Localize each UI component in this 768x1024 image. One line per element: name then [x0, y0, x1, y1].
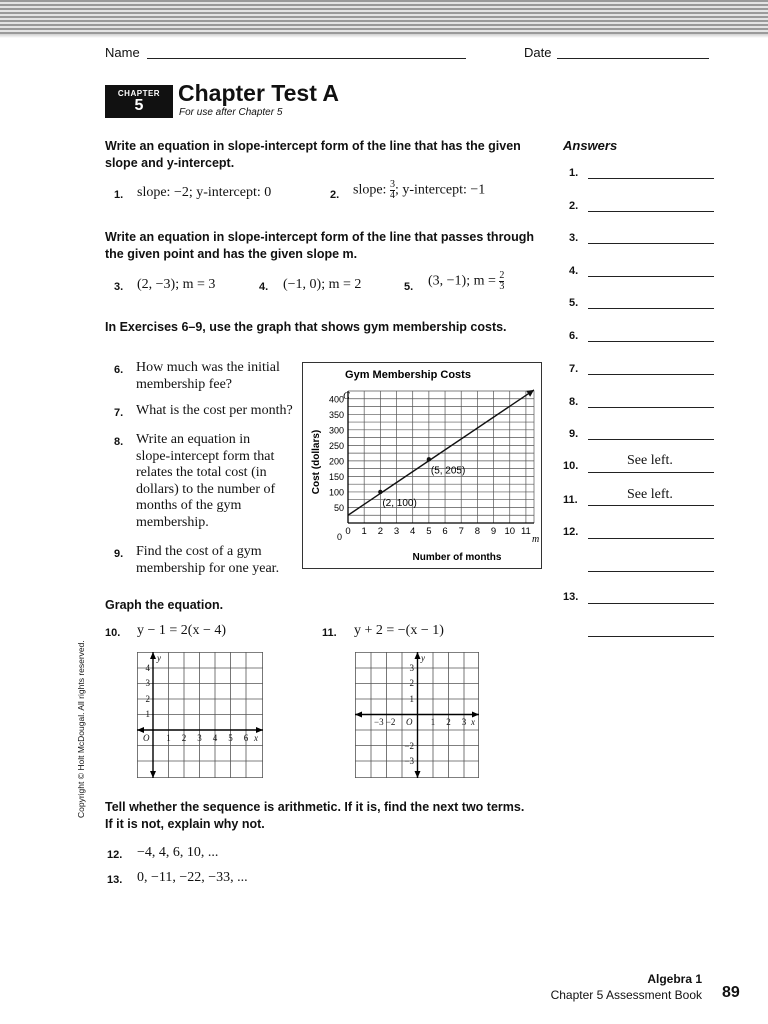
answer-9-line[interactable] — [588, 438, 714, 440]
fraction-denominator: 3 — [499, 281, 505, 292]
x-tick-label: 6 — [243, 733, 249, 743]
x-axis-label: Number of months — [412, 552, 502, 563]
chapter-label: CHAPTER — [117, 89, 161, 98]
answer-9-number: 9. — [569, 428, 579, 440]
item-10-number: 10. — [105, 627, 121, 639]
item-2-suffix: ; y-intercept: −1 — [394, 182, 486, 198]
graph-grid-10[interactable] — [137, 652, 263, 778]
chapter-number: 5 — [134, 97, 144, 114]
item-3-number: 3. — [114, 281, 124, 293]
answer-12-line[interactable] — [588, 537, 714, 539]
fraction-numerator: 2 — [499, 270, 505, 281]
x-tick-label: 2 — [377, 526, 383, 537]
question-line: membership fee? — [136, 376, 233, 392]
y-tick-label: 150 — [328, 471, 344, 482]
answer-8-number: 8. — [569, 396, 579, 408]
x-tick-label: 2 — [446, 717, 451, 727]
arrow-up-icon — [415, 652, 421, 659]
page-title: Chapter Test A — [178, 80, 340, 106]
section4-instruction: Graph the equation. — [105, 598, 224, 612]
item-2-prefix: slope: — [353, 182, 390, 198]
section3-instruction: In Exercises 6–9, use the graph that shows gym membership costs. — [105, 320, 507, 334]
y-tick-label: −3 — [404, 756, 414, 766]
x-tick-label: 5 — [426, 526, 432, 537]
name-label: Name — [105, 45, 140, 60]
y-tick-label: 200 — [328, 456, 344, 467]
answer-11-value: See left. — [627, 487, 673, 502]
y-tick-label: 300 — [328, 425, 344, 436]
question-line: slope-intercept form that — [136, 448, 275, 464]
answer-11-line[interactable] — [588, 504, 714, 506]
page-subtitle: For use after Chapter 5 — [179, 107, 283, 118]
item-4-text: (−1, 0); m = 2 — [283, 277, 362, 292]
answer-1-number: 1. — [569, 167, 579, 179]
answer-10-line[interactable] — [588, 471, 714, 473]
question-9-number: 9. — [114, 548, 124, 560]
item-2-text — [353, 180, 485, 201]
gym-membership-chart — [302, 362, 542, 569]
question-8-number: 8. — [114, 436, 124, 448]
fraction-numerator: 3 — [389, 179, 395, 190]
answer-3-line[interactable] — [588, 242, 714, 244]
item-5-text — [428, 271, 504, 292]
x-tick-label: 3 — [393, 526, 400, 537]
section1-instruction: Write an equation in slope-intercept form of the line that has the given slope and y-intercept. — [105, 139, 521, 170]
section2-instruction: Write an equation in slope-intercept form of the line that passes through the given point and has the given slope m. — [105, 230, 534, 261]
y-axis-variable: y — [421, 653, 425, 663]
x-tick-label: 2 — [181, 733, 187, 743]
question-6-text — [136, 360, 280, 393]
x-negative-tick-labels: −3 −2 — [374, 717, 396, 727]
fraction-denominator: 4 — [389, 190, 395, 201]
y-origin-label: 0 — [336, 532, 342, 542]
date-label: Date — [524, 45, 552, 60]
item-5-number: 5. — [404, 281, 414, 293]
answer-6-line[interactable] — [588, 340, 714, 342]
answer-2-line[interactable] — [588, 210, 714, 212]
header-stripes — [0, 0, 768, 34]
y-tick-label: 50 — [333, 502, 344, 513]
x-axis-variable: x — [471, 717, 475, 727]
y-tick-label: 250 — [328, 440, 344, 451]
answer-12-number: 12. — [563, 526, 579, 538]
data-point — [378, 490, 382, 494]
answer-5-line[interactable] — [588, 307, 714, 309]
chapter-badge — [105, 85, 173, 118]
item-1-text: slope: −2; y-intercept: 0 — [137, 185, 272, 200]
answer-8-line[interactable] — [588, 406, 714, 408]
item-12-text: −4, 4, 6, 10, ... — [137, 845, 219, 860]
question-line: What is the cost per month? — [136, 403, 293, 418]
y-axis-variable: C — [343, 391, 350, 402]
item-10-text: y − 1 = 2(x − 4) — [137, 623, 227, 638]
question-7-text — [136, 403, 293, 420]
copyright-notice: Copyright © Holt McDougal. All rights reserved. — [76, 640, 86, 818]
x-tick-label: 7 — [458, 526, 464, 537]
page-number: 89 — [722, 984, 740, 1001]
y-axis-label: Cost (dollars) — [311, 429, 322, 495]
answer-7-line[interactable] — [588, 373, 714, 375]
answer-13-line[interactable] — [588, 602, 714, 604]
x-tick-label: 4 — [212, 733, 218, 743]
answer-4-line[interactable] — [588, 275, 714, 277]
item-13-number: 13. — [107, 874, 123, 886]
x-tick-label: 9 — [490, 526, 497, 537]
item-11-text: y + 2 = −(x − 1) — [354, 623, 444, 638]
answer-2-number: 2. — [569, 200, 579, 212]
answer-13-number: 13. — [563, 591, 579, 603]
answer-11-number: 11. — [563, 494, 578, 506]
x-tick-label: 4 — [410, 526, 416, 537]
x-tick-label: 8 — [474, 526, 481, 537]
x-axis-variable: m — [532, 534, 540, 545]
item-13-text: 0, −11, −22, −33, ... — [137, 870, 248, 885]
question-line: membership for one year. — [136, 560, 280, 576]
y-tick-label: 2 — [409, 678, 414, 688]
answer-1-line[interactable] — [588, 177, 714, 179]
question-line: Write an equation in — [136, 432, 251, 447]
date-line[interactable] — [557, 58, 709, 59]
x-tick-label: 11 — [520, 526, 531, 537]
data-point — [427, 457, 431, 461]
arrow-left-icon — [355, 712, 362, 718]
arrow-down-icon — [415, 771, 421, 778]
fraction — [499, 271, 504, 292]
y-tick-label: 100 — [328, 487, 344, 498]
y-axis-variable: y — [157, 653, 161, 663]
question-line: dollars) to the number of — [136, 481, 276, 497]
answer-10-number: 10. — [563, 460, 579, 472]
data-point-label: (2, 100) — [382, 497, 417, 509]
answer-12-line-2[interactable] — [588, 570, 714, 572]
x-tick-label: 0 — [345, 526, 351, 537]
x-tick-label: 5 — [228, 733, 233, 743]
origin-label: O — [143, 733, 150, 743]
y-tick-label: 4 — [145, 663, 150, 673]
question-7-number: 7. — [114, 407, 124, 419]
item-2-number: 2. — [330, 189, 340, 201]
question-8-text — [136, 432, 275, 531]
question-line: How much was the initial — [136, 360, 280, 375]
book-subtitle: Chapter 5 Assessment Book — [550, 988, 702, 1002]
y-tick-label: 3 — [145, 678, 150, 688]
book-title: Algebra 1 — [647, 972, 702, 986]
y-tick-label: −2 — [404, 741, 414, 751]
chart-title: Gym Membership Costs — [345, 369, 471, 381]
header-stripes-fade — [0, 34, 768, 38]
x-tick-label: 6 — [442, 526, 448, 537]
answers-heading: Answers — [563, 138, 618, 153]
question-line: months of the gym — [136, 498, 242, 513]
item-5-prefix: (3, −1); m = — [428, 273, 500, 289]
answer-4-number: 4. — [569, 265, 579, 277]
item-12-number: 12. — [107, 849, 123, 861]
question-9-text — [136, 544, 279, 577]
y-tick-label: 3 — [409, 663, 414, 673]
y-tick-label: 2 — [145, 694, 150, 704]
answer-3-number: 3. — [569, 232, 579, 244]
arrow-down-icon — [150, 771, 156, 778]
answer-5-number: 5. — [569, 297, 579, 309]
arrow-up-icon — [150, 652, 156, 659]
answer-7-number: 7. — [569, 363, 579, 375]
answer-13-line-2[interactable] — [588, 635, 714, 637]
question-line: Find the cost of a gym — [136, 544, 262, 559]
x-tick-label: 3 — [197, 733, 202, 743]
origin-label: O — [406, 717, 413, 727]
question-line: relates the total cost (in — [136, 465, 267, 480]
answer-10-value: See left. — [627, 453, 673, 468]
y-tick-label: 400 — [328, 394, 344, 405]
y-tick-label: 1 — [409, 694, 414, 704]
x-tick-label: 10 — [504, 526, 516, 537]
y-tick-label: 350 — [328, 409, 344, 420]
graph-grid-11[interactable] — [355, 652, 479, 778]
data-point-label: (5, 205) — [430, 465, 466, 477]
section5-instruction: Tell whether the sequence is arithmetic. If it is, find the next two terms. If it is not, explain why not. — [105, 800, 525, 831]
item-11-number: 11. — [322, 627, 337, 639]
x-tick-label: 1 — [166, 733, 171, 743]
y-tick-label: 1 — [145, 709, 150, 719]
x-tick-label: 1 — [361, 526, 367, 537]
question-6-number: 6. — [114, 364, 124, 376]
item-1-number: 1. — [114, 189, 124, 201]
x-axis-variable: x — [254, 733, 258, 743]
question-line: membership. — [136, 514, 209, 530]
answer-6-number: 6. — [569, 330, 579, 342]
x-tick-label: 3 — [461, 717, 467, 727]
x-tick-label: 1 — [430, 717, 436, 727]
item-3-text: (2, −3); m = 3 — [137, 277, 216, 292]
name-line[interactable] — [147, 58, 466, 59]
item-4-number: 4. — [259, 281, 269, 293]
